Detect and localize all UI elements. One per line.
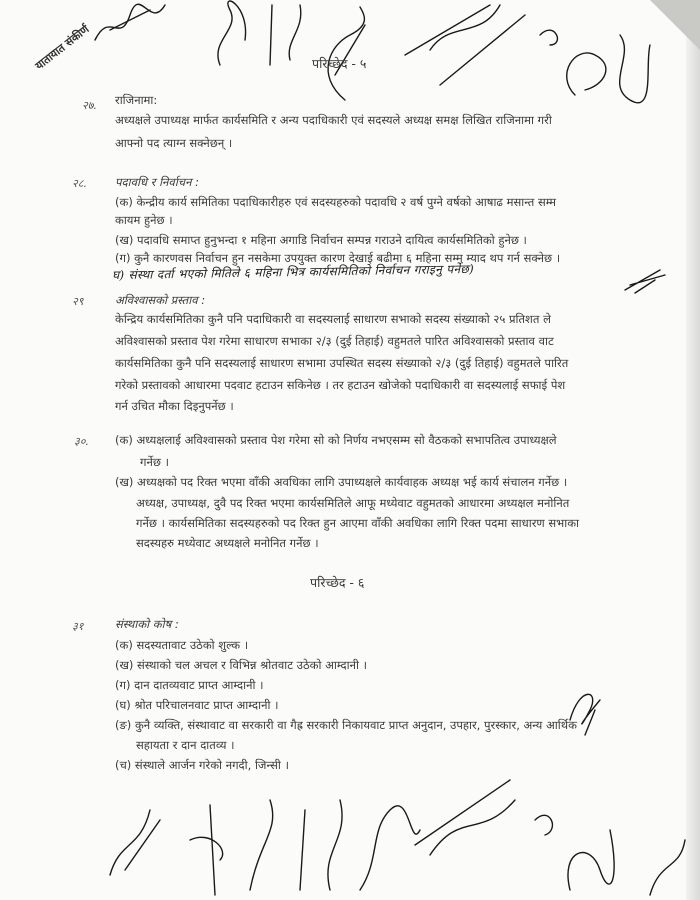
section-28-heading: पदावधि र निर्वाचन : (115, 175, 200, 189)
section-29-heading: अविश्वासको प्रस्ताव : (115, 293, 206, 307)
section-31-item-cha: (च) संस्थाले आर्जन गरेको नगदी, जिन्सी । (115, 758, 289, 772)
signature-top-5 (400, 0, 530, 90)
signature-top-6 (535, 15, 655, 105)
section-28-number: २८. (72, 177, 87, 190)
stamp: यातायात संकीर्ण (32, 22, 92, 73)
section-31-item-nga-cont: सहायता र दान दातव्य । (136, 738, 235, 752)
section-30-line-4: अध्यक्ष, उपाध्यक्ष, दुवै पद रिक्त भएमा कार्यसमितिले आफू मध्येवाट वहुमतको आधारमा अध्यक्षल मनोनित (136, 496, 570, 510)
section-29-number: २९ (72, 295, 84, 308)
section-28-line-2: कायम हुनेछ । (115, 213, 173, 227)
section-28-line-3: (ख) पदावधि समाप्त हुनुभन्दा १ महिना अगाडि निर्वाचन सम्पन्न गराउने दायित्व कार्यसमितिको हुनेछ । (115, 233, 527, 247)
signature-bottom-6 (530, 800, 690, 900)
signature-top-3 (260, 0, 320, 70)
section-31-item-kha: (ख) संस्थाको चल अचल र विभिन्न श्रोतवाट उठेको आम्दानी । (115, 658, 368, 672)
section-27-heading: राजिनामा: (115, 93, 158, 107)
section-27-line-2: आफ्नो पद त्याग्न सक्नेछन् । (115, 136, 233, 150)
section-27-line-1: अध्यक्षले उपाध्यक्ष मार्फत कार्यसमिति र अन्य पदाधिकारी एवं सदस्यले अध्यक्ष समक्ष लिखित राजिनामा गरी (115, 113, 552, 127)
chapter-6-heading: परिच्छेद - ६ (310, 575, 365, 590)
section-31-heading: संस्थाको कोष : (115, 617, 179, 631)
section-29-line-5: गर्न उचित मौका दिइनुपर्नेछ । (115, 399, 234, 413)
signature-bottom-3 (240, 790, 360, 900)
section-27-number: २७. (82, 99, 97, 112)
section-31-number: ३१ (72, 620, 84, 633)
signature-bottom-5 (410, 770, 520, 860)
section-31-item-ga: (ग) दान दातव्यवाट प्राप्त आम्दानी । (115, 678, 264, 692)
section-30-line-6: सदस्यहरु मध्येवाट अध्यक्षले मनोनित गर्नेछ । (136, 536, 319, 550)
signature-right-middle (620, 265, 670, 295)
section-30-line-1: (क) अध्यक्षलाई अविश्वासको प्रस्ताव पेश गरेमा सो को निर्णय नभएसम्म सो वैठकको सभापतित्व उपाध्यक्षले (115, 433, 557, 447)
section-30-number: ३०. (74, 435, 89, 448)
signature-top-2 (200, 0, 260, 70)
section-30-line-5: गर्नेछ । कार्यसमितिका सदस्यहरुको पद रिक्त हुन आएमा वाँकी अवधिका लागि रिक्त पदमा साधारण सभाका (136, 516, 580, 530)
section-31-item-nga: (ङ) कुनै व्यक्ति, संस्थावाट वा सरकारी वा गैह्र सरकारी निकायवाट प्राप्त अनुदान, उपहार, पुरस्कार, अन्य आर्थिक (115, 718, 577, 732)
section-29-line-2: अविश्वासको प्रस्ताव पेश गरेमा साधारण सभाका २/३ (दुई तिहाई) वहुमतले पारित अविश्वासको प्रस्ताव वाट (115, 334, 554, 348)
section-28-line-1: (क) केन्द्रीय कार्य समितिका पदाधिकारीहरु एवं सदस्यहरुको पदावधि २ वर्ष पुग्ने वर्षको आषाढ मसान्त सम्म (115, 195, 557, 209)
section-29-line-3: कार्यसमितिका कुनै पनि सदस्यलाई साधारण सभामा उपस्थित सदस्य संख्याको २/३ (दुई तिहाई) वहुमतले पारित (115, 356, 569, 370)
section-28-line-4: (ग) कुनै कारणवस निर्वाचन हुन नसकेमा उपयुक्त कारण देखाई बढीमा ६ महिना सम्म म्याद थप गर्न सक्नेछ । (115, 251, 561, 265)
section-30-line-3: (ख) अध्यक्षको पद रिक्त भएमा वाँकी अवधिका लागि उपाध्यक्षले कार्यवाहक अध्यक्ष भई कार्य संचालन गर्नेछ । (115, 475, 568, 489)
folded-corner (650, 0, 700, 50)
section-30-line-2: गर्नेछ । (140, 455, 169, 469)
section-29-line-4: गरेको प्रस्तावको आधारमा पदवाट हटाउन सकिनेछ । तर हटाउन खोजेको पदाधिकारी वा सदस्यलाई सफाई पेश (115, 378, 566, 392)
section-31-item-ka: (क) सदस्यतावाट उठेको शुल्क । (115, 638, 249, 652)
signature-bottom-2 (180, 800, 240, 900)
handwritten-clause-gha: घ) संस्था दर्ता भएको मितिले ६ महिना भित्र कार्यसमितिको निर्वाचन गराइनु पर्नेछ) (111, 261, 475, 283)
chapter-5-heading: परिच्छेद - ५ (312, 56, 367, 71)
signature-bottom-1 (100, 800, 170, 880)
scan-edge (686, 0, 700, 900)
section-31-item-gha: (घ) श्रोत परिचालनवाट प्राप्त आम्दानी । (115, 698, 279, 712)
section-29-line-1: केन्द्रिय कार्यसमितिका कुनै पनि पदाधिकारी वा सदस्यलाई साधारण सभाको सदस्य संख्याको २५ प्रतिशत ले (115, 312, 551, 326)
signature-top-1 (90, 0, 170, 50)
